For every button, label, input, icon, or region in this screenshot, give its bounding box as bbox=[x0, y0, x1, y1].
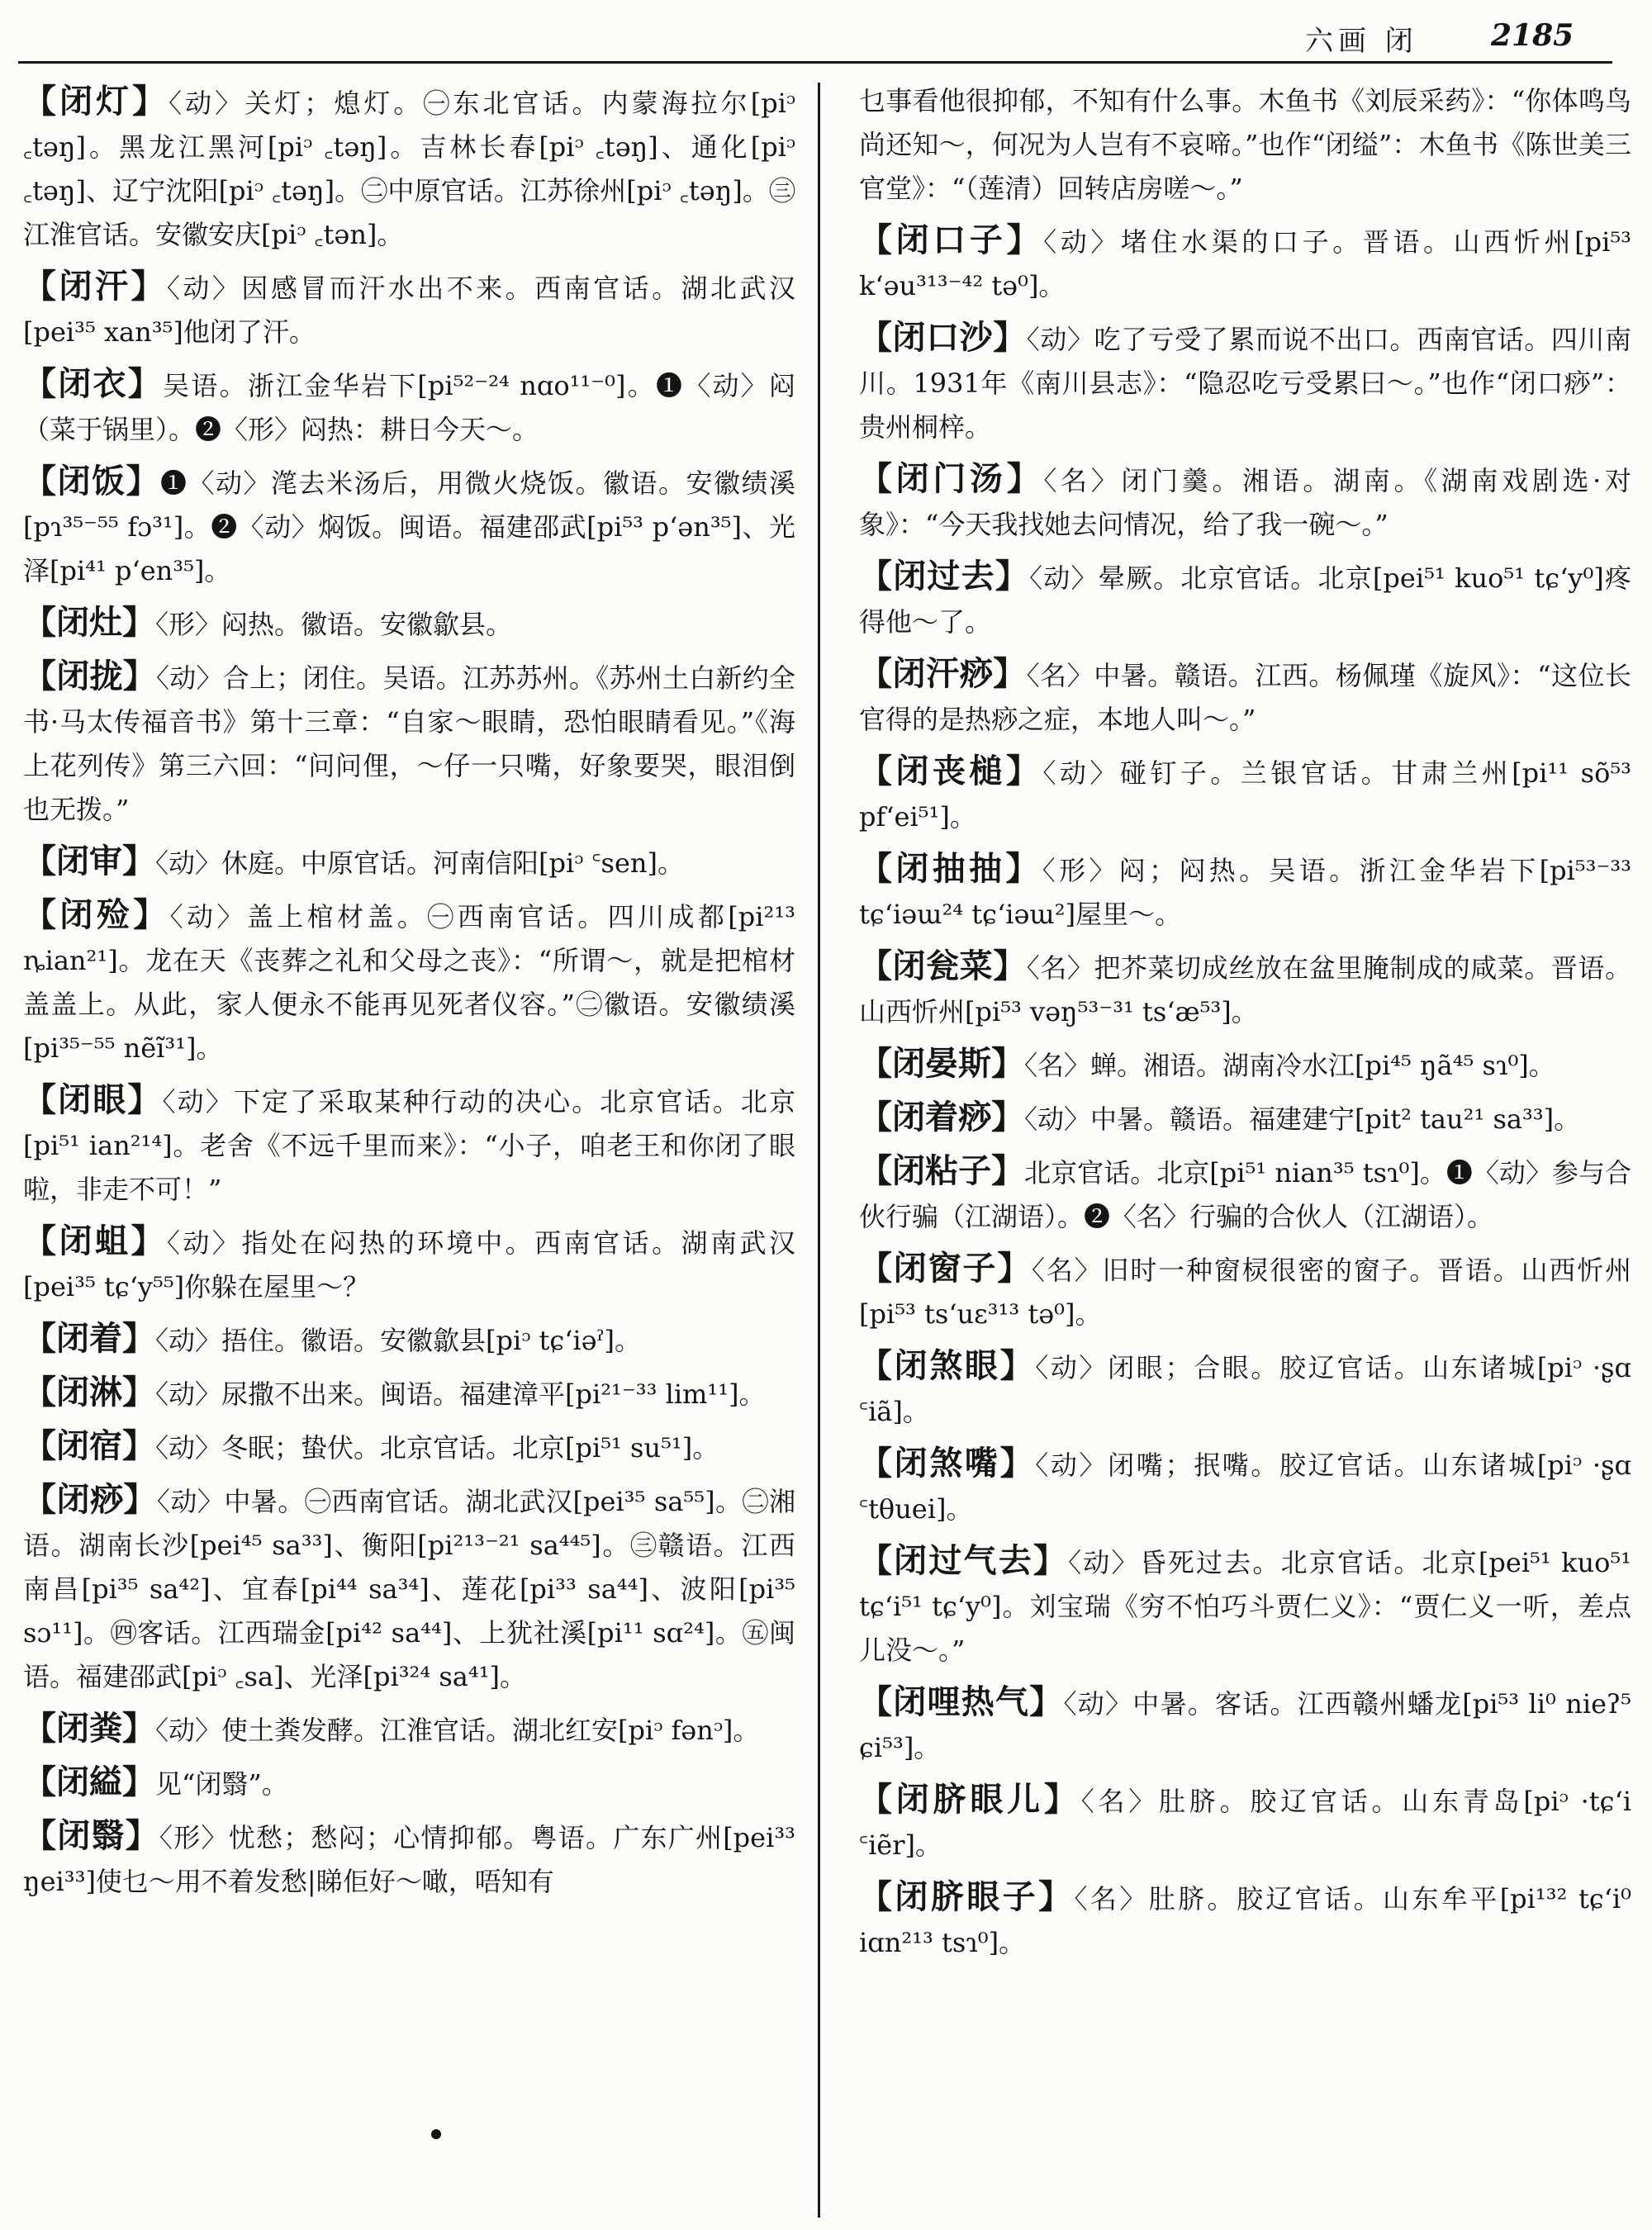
entry-headword: 【闭哩热气】 bbox=[859, 1682, 1064, 1721]
entry-headword: 【闭煞嘴】 bbox=[859, 1444, 1036, 1483]
entry-definition: 〈动〉中暑。㊀西南官话。湖北武汉[pei³⁵ sa⁵⁵]。㊁湘语。湖南长沙[pei⁴⁵ sa³³]、衡阳[pi²¹³⁻²¹ sa⁴⁴⁵]。㊂赣语。江西南昌[pi³⁵ sa⁴²]、宜春[pi⁴⁴ sa³⁴]、莲花[pi³³ sa⁴⁴]、波阳[pi³⁵ sɔ¹¹]。㊃客话。江西瑞金[pi⁴² sa⁴⁴]、上犹社溪[pi¹¹ sɑ²⁴]。㊄闽语。福建邵武[piᵓ ꜀sa]、光泽[pi³²⁴ sa⁴¹]。 bbox=[23, 1486, 795, 1692]
entry-definition: 〈名〉中暑。赣语。江西。杨佩瑾《旋风》：“这位长官得的是热痧之症，本地人叫～。” bbox=[859, 660, 1631, 735]
entry-definition: ❶〈动〉滗去米汤后，用微火烧饭。徽语。安徽绩溪[pɿ³⁵⁻⁵⁵ fɔ³¹]。❷〈动〉焖饭。闽语。福建邵武[pi⁵³ p‘ən³⁵]、光泽[pi⁴¹ p‘en³⁵]。 bbox=[23, 467, 795, 586]
entry-headword: 【闭着】 bbox=[23, 1319, 155, 1358]
dictionary-entry bbox=[859, 1777, 1631, 1867]
entry-headword: 【闭过去】 bbox=[859, 557, 1030, 595]
entry-headword: 【闭痧】 bbox=[23, 1480, 157, 1519]
dictionary-entry bbox=[859, 1095, 1631, 1141]
entry-definition: 〈动〉合上；闭住。吴语。江苏苏州。《苏州土白新约全书·马太传福音书》第十三章：“自家～眼睛，恐怕眼睛看见。”《海上花列传》第三六回：“问问俚，～仔一只嘴，好象要哭，眼泪倒也无拨。” bbox=[23, 662, 795, 825]
entry-definition: 〈动〉尿撒不出来。闽语。福建漳平[pi²¹⁻³³ lim¹¹]。 bbox=[155, 1378, 766, 1410]
entry-headword: 【闭抽抽】 bbox=[859, 849, 1042, 888]
ink-dot bbox=[431, 2129, 441, 2139]
dictionary-entry bbox=[859, 1149, 1631, 1239]
dictionary-entry bbox=[23, 1760, 795, 1806]
entry-headword: 【闭宿】 bbox=[23, 1426, 155, 1465]
entry-headword: 【闭门汤】 bbox=[859, 459, 1044, 498]
entry-definition: 〈动〉使土粪发酵。江淮官话。湖北红安[piᵓ fənᵓ]。 bbox=[155, 1715, 760, 1746]
dictionary-entry bbox=[859, 457, 1631, 547]
entry-definition: 〈名〉蝉。湘语。湖南冷水江[pi⁴⁵ ŋã⁴⁵ sɿ⁰]。 bbox=[1024, 1050, 1555, 1081]
entry-definition: 〈名〉闭门羹。湘语。湖南。《湖南戏剧选·对象》：“今天我找她去问情况，给了我一碗～。” bbox=[859, 465, 1631, 540]
entry-definition: 〈名〉把芥菜切成丝放在盆里腌制成的咸菜。晋语。山西忻州[pi⁵³ vəŋ⁵³⁻³¹ ts‘æ⁵³]。 bbox=[859, 952, 1631, 1027]
entry-definition: 〈动〉晕厥。北京官话。北京[pei⁵¹ kuo⁵¹ tɕ‘y⁰]疼得他～了。 bbox=[859, 562, 1631, 638]
section-label: 六画 闭 bbox=[1305, 25, 1418, 58]
entry-definition: 〈形〉闷；闷热。吴语。浙江金华岩下[pi⁵³⁻³³ tɕ‘iəɯ²⁴ tɕ‘iəɯ²]屋里～。 bbox=[859, 855, 1631, 930]
dictionary-entry bbox=[859, 847, 1631, 937]
entry-headword: 【闭口子】 bbox=[859, 221, 1044, 259]
entry-definition: 〈动〉因感冒而汗水出不来。西南官话。湖北武汉[pei³⁵ xan³⁵]他闭了汗。 bbox=[23, 273, 795, 348]
right-column bbox=[859, 79, 1631, 2218]
entry-headword: 【闭翳】 bbox=[23, 1816, 159, 1855]
entry-definition: 见“闭翳”。 bbox=[155, 1768, 288, 1800]
entry-headword: 【闭殓】 bbox=[23, 895, 170, 934]
entry-definition: 〈动〉盖上棺材盖。㊀西南官话。四川成都[pi²¹³ ȵian²¹]。龙在天《丧葬之礼和父母之丧》：“所谓～，就是把棺材盖盖上。从此，家人便永不能再见死者仪容。”㊁徽语。安徽绩溪[pi³⁵⁻⁵⁵ nẽĩ³¹]。 bbox=[23, 901, 795, 1064]
entry-headword: 【闭窗子】 bbox=[859, 1249, 1032, 1288]
entry-definition: 〈动〉中暑。客话。江西赣州蟠龙[pi⁵³ li⁰ nieʔ⁵ ɕi⁵³]。 bbox=[859, 1688, 1631, 1763]
entry-headword: 【闭着痧】 bbox=[859, 1098, 1024, 1136]
entry-headword: 【闭拢】 bbox=[23, 657, 156, 695]
dictionary-entry bbox=[23, 264, 795, 354]
dictionary-entry bbox=[23, 600, 795, 647]
entry-definition: 〈动〉指处在闷热的环境中。西南官话。湖南武汉[pei³⁵ tɕ‘y⁵⁵]你躲在屋里～？ bbox=[23, 1227, 795, 1302]
entry-definition: 〈名〉旧时一种窗棂很密的窗子。晋语。山西忻州[pi⁵³ ts‘uɛ³¹³ tə⁰]。 bbox=[859, 1255, 1631, 1330]
entry-headword: 【闭粪】 bbox=[23, 1709, 155, 1748]
entry-headword: 【闭煞眼】 bbox=[859, 1346, 1036, 1385]
dictionary-entry bbox=[859, 749, 1631, 839]
header-rule bbox=[18, 61, 1612, 64]
entry-headword: 【闭衣】 bbox=[23, 364, 164, 403]
entry-headword: 【闭粘子】 bbox=[859, 1151, 1025, 1190]
entry-headword: 【闭蛆】 bbox=[23, 1222, 167, 1260]
page-number: 2185 bbox=[1491, 18, 1574, 53]
entry-headword: 【闭过气去】 bbox=[859, 1541, 1069, 1580]
entry-definition: 〈动〉闭嘴；抿嘴。胶辽官话。山东诸城[piᵓ ·ʂɑ ꜂tθuei]。 bbox=[859, 1450, 1631, 1525]
column-divider bbox=[818, 83, 820, 2218]
entry-definition: 吴语。浙江金华岩下[pi⁵²⁻²⁴ nɑo¹¹⁻⁰]。❶〈动〉闷（菜于锅里）。❷〈形〉闷热：耕日今天～。 bbox=[23, 370, 795, 445]
entry-definition: 〈动〉关灯；熄灯。㊀东北官话。内蒙海拉尔[piᵓ ꜀təŋ]。黑龙江黑河[piᵓ ꜀təŋ]。吉林长春[piᵓ ꜀təŋ]、通化[piᵓ ꜀təŋ]、辽宁沈阳[piᵓ ꜀təŋ]。㊁中原官话。江苏徐州[piᵓ ꜀təŋ]。㊂江淮官话。安徽安庆[piᵓ ꜀tən]。 bbox=[23, 88, 795, 250]
entry-definition: 〈动〉碰钉子。兰银官话。甘肃兰州[pi¹¹ sõ⁵³ pf‘ei⁵¹]。 bbox=[859, 757, 1631, 833]
entry-definition: 〈动〉休庭。中原官话。河南信阳[piᵓ ꜂sen]。 bbox=[155, 847, 684, 879]
entry-headword: 【闭晏斯】 bbox=[859, 1044, 1024, 1083]
dictionary-entry bbox=[859, 218, 1631, 308]
dictionary-entry bbox=[23, 459, 795, 593]
entry-definition: 〈名〉肚脐。胶辽官话。山东青岛[piᵓ ·tɕ‘i ꜂iẽr]。 bbox=[859, 1786, 1631, 1861]
dictionary-entry bbox=[23, 893, 795, 1070]
dictionary-entry bbox=[23, 654, 795, 832]
dictionary-entry bbox=[859, 554, 1631, 644]
dictionary-entry bbox=[23, 1424, 795, 1470]
entry-definition: 〈动〉堵住水渠的口子。晋语。山西忻州[pi⁵³ k‘əu³¹³⁻⁴² tə⁰]。 bbox=[859, 226, 1631, 301]
entry-headword: 【闭审】 bbox=[23, 842, 155, 880]
dictionary-entry bbox=[23, 362, 795, 452]
entry-headword: 【闭汗】 bbox=[23, 267, 167, 306]
entry-definition: 〈动〉下定了采取某种行动的决心。北京官话。北京[pi⁵¹ ian²¹⁴]。老舍《不远千里而来》：“小子，咱老王和你闭了眼啦，非走不可！” bbox=[23, 1086, 795, 1205]
dictionary-entry bbox=[23, 1317, 795, 1363]
dictionary-entry bbox=[859, 1875, 1631, 1965]
entry-headword: 【闭汗痧】 bbox=[859, 654, 1027, 693]
entry-headword: 【闭灯】 bbox=[23, 82, 169, 121]
entry-headword: 【闭饭】 bbox=[23, 462, 160, 501]
entry-headword: 【闭淋】 bbox=[23, 1373, 155, 1412]
dictionary-entry bbox=[23, 1078, 795, 1212]
entry-definition: 〈动〉昏死过去。北京官话。北京[pei⁵¹ kuo⁵¹ tɕ‘i⁵¹ tɕ‘y⁰]。刘宝瑞《穷不怕巧斗贾仁义》：“贾仁义一听，差点儿没～。” bbox=[859, 1547, 1631, 1666]
left-column bbox=[23, 79, 795, 2218]
entry-definition: 〈动〉闭眼；合眼。胶辽官话。山东诸城[piᵓ ·ʂɑ ꜂iã]。 bbox=[859, 1352, 1631, 1427]
dictionary-entry bbox=[859, 79, 1631, 211]
dictionary-entry bbox=[859, 652, 1631, 742]
entry-definition: 〈动〉捂住。徽语。安徽歙县[piᵓ tɕ‘iəˀ]。 bbox=[155, 1325, 642, 1356]
dictionary-entry bbox=[859, 1041, 1631, 1088]
entry-definition: 〈动〉冬眠；蛰伏。北京官话。北京[pi⁵¹ su⁵¹]。 bbox=[155, 1432, 719, 1464]
dictionary-entry bbox=[859, 1680, 1631, 1770]
entry-headword: 【闭脐眼儿】 bbox=[859, 1780, 1081, 1819]
dictionary-entry bbox=[859, 1539, 1631, 1672]
dictionary-entry bbox=[859, 1344, 1631, 1434]
dictionary-entry bbox=[859, 316, 1631, 449]
entry-headword: 【闭脐眼子】 bbox=[859, 1877, 1075, 1916]
dictionary-entry bbox=[859, 944, 1631, 1034]
entry-definition: 〈形〉忧愁；愁闷；心情抑郁。粤语。广东广州[pei³³ ŋei³³]使乜～用不着发愁|睇佢好～噉，唔知有 bbox=[23, 1822, 795, 1897]
dictionary-entry bbox=[23, 1706, 795, 1753]
entry-definition: 〈形〉闷热。徽语。安徽歙县。 bbox=[155, 609, 513, 640]
dictionary-entry bbox=[859, 1441, 1631, 1531]
page-header bbox=[0, 0, 1652, 66]
entry-definition: 〈动〉吃了亏受了累而说不出口。西南官话。四川南川。1931年《南川县志》：“隐忍吃亏受累曰～。”也作“闭口痧”：贵州桐梓。 bbox=[859, 324, 1631, 443]
entry-headword: 【闭眼】 bbox=[23, 1080, 163, 1119]
dictionary-entry bbox=[23, 1478, 795, 1699]
entry-definition: 〈动〉中暑。赣语。福建建宁[pit² tau²¹ sa³³]。 bbox=[1024, 1103, 1581, 1135]
dictionary-entry bbox=[23, 839, 795, 885]
dictionary-entry bbox=[23, 79, 795, 257]
dictionary-entry bbox=[23, 1814, 795, 1904]
entry-definition: 北京官话。北京[pi⁵¹ nian³⁵ tsɿ⁰]。❶〈动〉参与合伙行骗（江湖语）。❷〈名〉行骗的合伙人（江湖语）。 bbox=[859, 1157, 1631, 1232]
entry-definition: 乜事看他很抑郁，不知有什么事。木鱼书《刘辰采药》：“你体鸣鸟尚还知～，何况为人岂有不哀啼。”也作“闭缢”：木鱼书《陈世美三官堂》：“（莲清）回转店房嗟～。” bbox=[859, 85, 1631, 204]
entry-definition: 〈名〉肚脐。胶辽官话。山东牟平[pi¹³² tɕ‘i⁰ iɑn²¹³ tsɿ⁰]。 bbox=[859, 1883, 1631, 1958]
dictionary-entry bbox=[23, 1370, 795, 1416]
dictionary-entry bbox=[859, 1246, 1631, 1336]
entry-headword: 【闭灶】 bbox=[23, 603, 155, 642]
entry-headword: 【闭瓮菜】 bbox=[859, 947, 1027, 985]
dictionary-entry bbox=[23, 1219, 795, 1309]
entry-headword: 【闭丧槌】 bbox=[859, 752, 1043, 790]
entry-headword: 【闭縊】 bbox=[23, 1763, 155, 1801]
entry-headword: 【闭口沙】 bbox=[859, 318, 1027, 357]
